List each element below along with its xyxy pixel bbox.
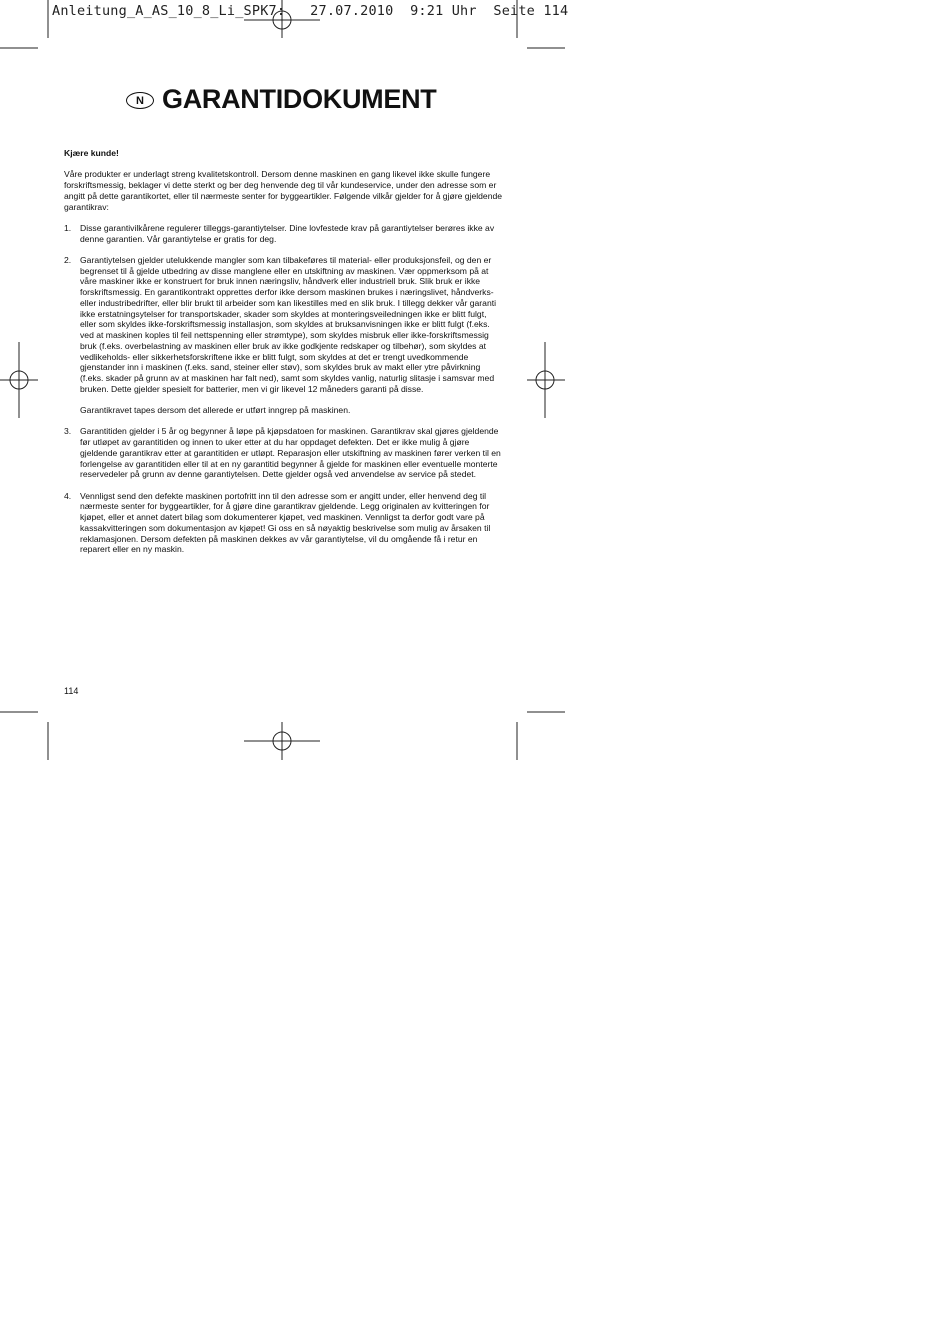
title-row	[126, 84, 436, 115]
warranty-terms-list	[64, 223, 504, 555]
list-item	[64, 223, 504, 245]
item-paragraph: Garantitiden gjelder i 5 år og begynner å løpe på kjøpsdatoen for maskinen. Garantikrav skal gjøres gjeldende før utløpet av garantitiden og innen to uker etter at du har oppdaget defekten. Det er ikke mulig å gjøre gjeldende garantikrav etter at garantitiden er utløpt. Reparasjon eller utskiftning av maskinen fører verken til en forlengelse av garantitiden eller til at en ny garantitid begynner å gjelde for maskinen eller eventuelle monterte reservedeler på grunn av denne garantiytelsen. Dette gjelder også ved anvendelse av service på stedet.	[80, 426, 501, 480]
print-slug: Anleitung_A_AS_10_8_Li_SPK7: 27.07.2010 9:21 Uhr Seite 114	[52, 3, 569, 19]
intro-paragraph: Våre produkter er underlagt streng kvalitetskontroll. Dersom denne maskinen en gang likevel ikke skulle fungere forskriftsmessig, beklager vi dette sterkt og ber deg henvende deg til vår kundeservice, under den adresse som er angitt på dette garantikortet, eller til nærmeste senter for byggeartikler. Følgende vilkår gjelder for å gjøre gjeldende garantikrav:	[64, 169, 503, 212]
page-title: GARANTIDOKUMENT	[162, 84, 437, 114]
item-number: 4.	[64, 490, 72, 501]
item-paragraph: Vennligst send den defekte maskinen portofritt inn til den adresse som er angitt under, eller henvend deg til nærmeste senter for byggeartikler, for å gjøre dine garantikrav gjeldende. Legg originalen av kvitteringen for kjøpet, eller et annet datert bilag som dokumenterer kjøpet, ved maskinen. Vennligst ta derfor godt vare på kassakvitteringen som dokumentasjon av kjøpet! Gi oss en så nøyaktig beskrivelse som mulig av årsaken til reklamasjonen. Dersom defekten på maskinen dekkes av vår garantiytelse, vil du omgående få i retur en reparert eller en ny maskin.	[80, 490, 491, 555]
item-paragraph: Garantiytelsen gjelder utelukkende mangler som kan tilbakeføres til material- eller produksjonsfeil, og den er begrenset til å gjelde utbedring av disse manglene eller en utskiftning av maskinen. Vær oppmerksom på at våre maskiner ikke er konstruert for bruk innen næringsliv, håndverk eller industriell bruk. Slik bruk er ikke forskriftsmessig. En garantikontrakt opprettes derfor ikke dersom maskinen brukes i næringslivet, håndverks- eller industribedrifter, eller blir brukt til arbeider som kan likestilles med en slik bruk. I tillegg dekker vår garanti ikke erstatningsytelser for transportskader, skader som skyldes at monteringsveiledningen ikke er blitt fulgt, eller som skyldes ikke-forskriftsmessig installasjon, som skyldes at bruksanvisningen ikke er blitt fulgt (f.eks. ved at maskinen koples til feil nettspenning eller strømtype), som skyldes misbruk eller ikke-forskriftsmessig bruk (f.eks. overbelastning av maskinen eller bruk av ikke godkjente redskaper og tilbehør), som skyldes at vedlikeholds- eller sikkerhetsforskriftene ikke er blitt fulgt, som skyldes at det er trengt uvedkommende gjenstander inn i maskinen (f.eks. sand, steiner eller støv), som skyldes bruk av makt eller ytre påvirkning (f.eks. skader på grunn av at maskinen har falt ned), samt som skyldes vanlig, naturlig slitasje i samsvar med bruken. Dette gjelder spesielt for batterier, men vi gir likevel 12 måneders garanti på disse.	[80, 254, 497, 394]
list-item	[64, 491, 504, 556]
item-paragraph: Garantikravet tapes dersom det allerede er utført inngrep på maskinen.	[80, 405, 351, 415]
item-number: 1.	[64, 222, 72, 233]
registration-mark-left	[0, 342, 38, 418]
item-number: 2.	[64, 254, 72, 265]
registration-mark-bottom	[244, 722, 320, 760]
list-item	[64, 255, 504, 416]
registration-mark-top	[244, 0, 320, 38]
registration-mark-right	[527, 342, 565, 418]
country-code-badge: N	[126, 92, 154, 109]
list-item	[64, 426, 504, 480]
item-paragraph: Disse garantivilkårene regulerer tilleggs-garantiytelser. Dine lovfestede krav på garantiytelser berøres ikke av denne garantien. Vår garantiytelse er gratis for deg.	[80, 222, 495, 244]
item-number: 3.	[64, 426, 72, 437]
page-number: 114	[64, 686, 79, 696]
warranty-content	[64, 148, 504, 566]
greeting: Kjære kunde!	[64, 148, 119, 158]
